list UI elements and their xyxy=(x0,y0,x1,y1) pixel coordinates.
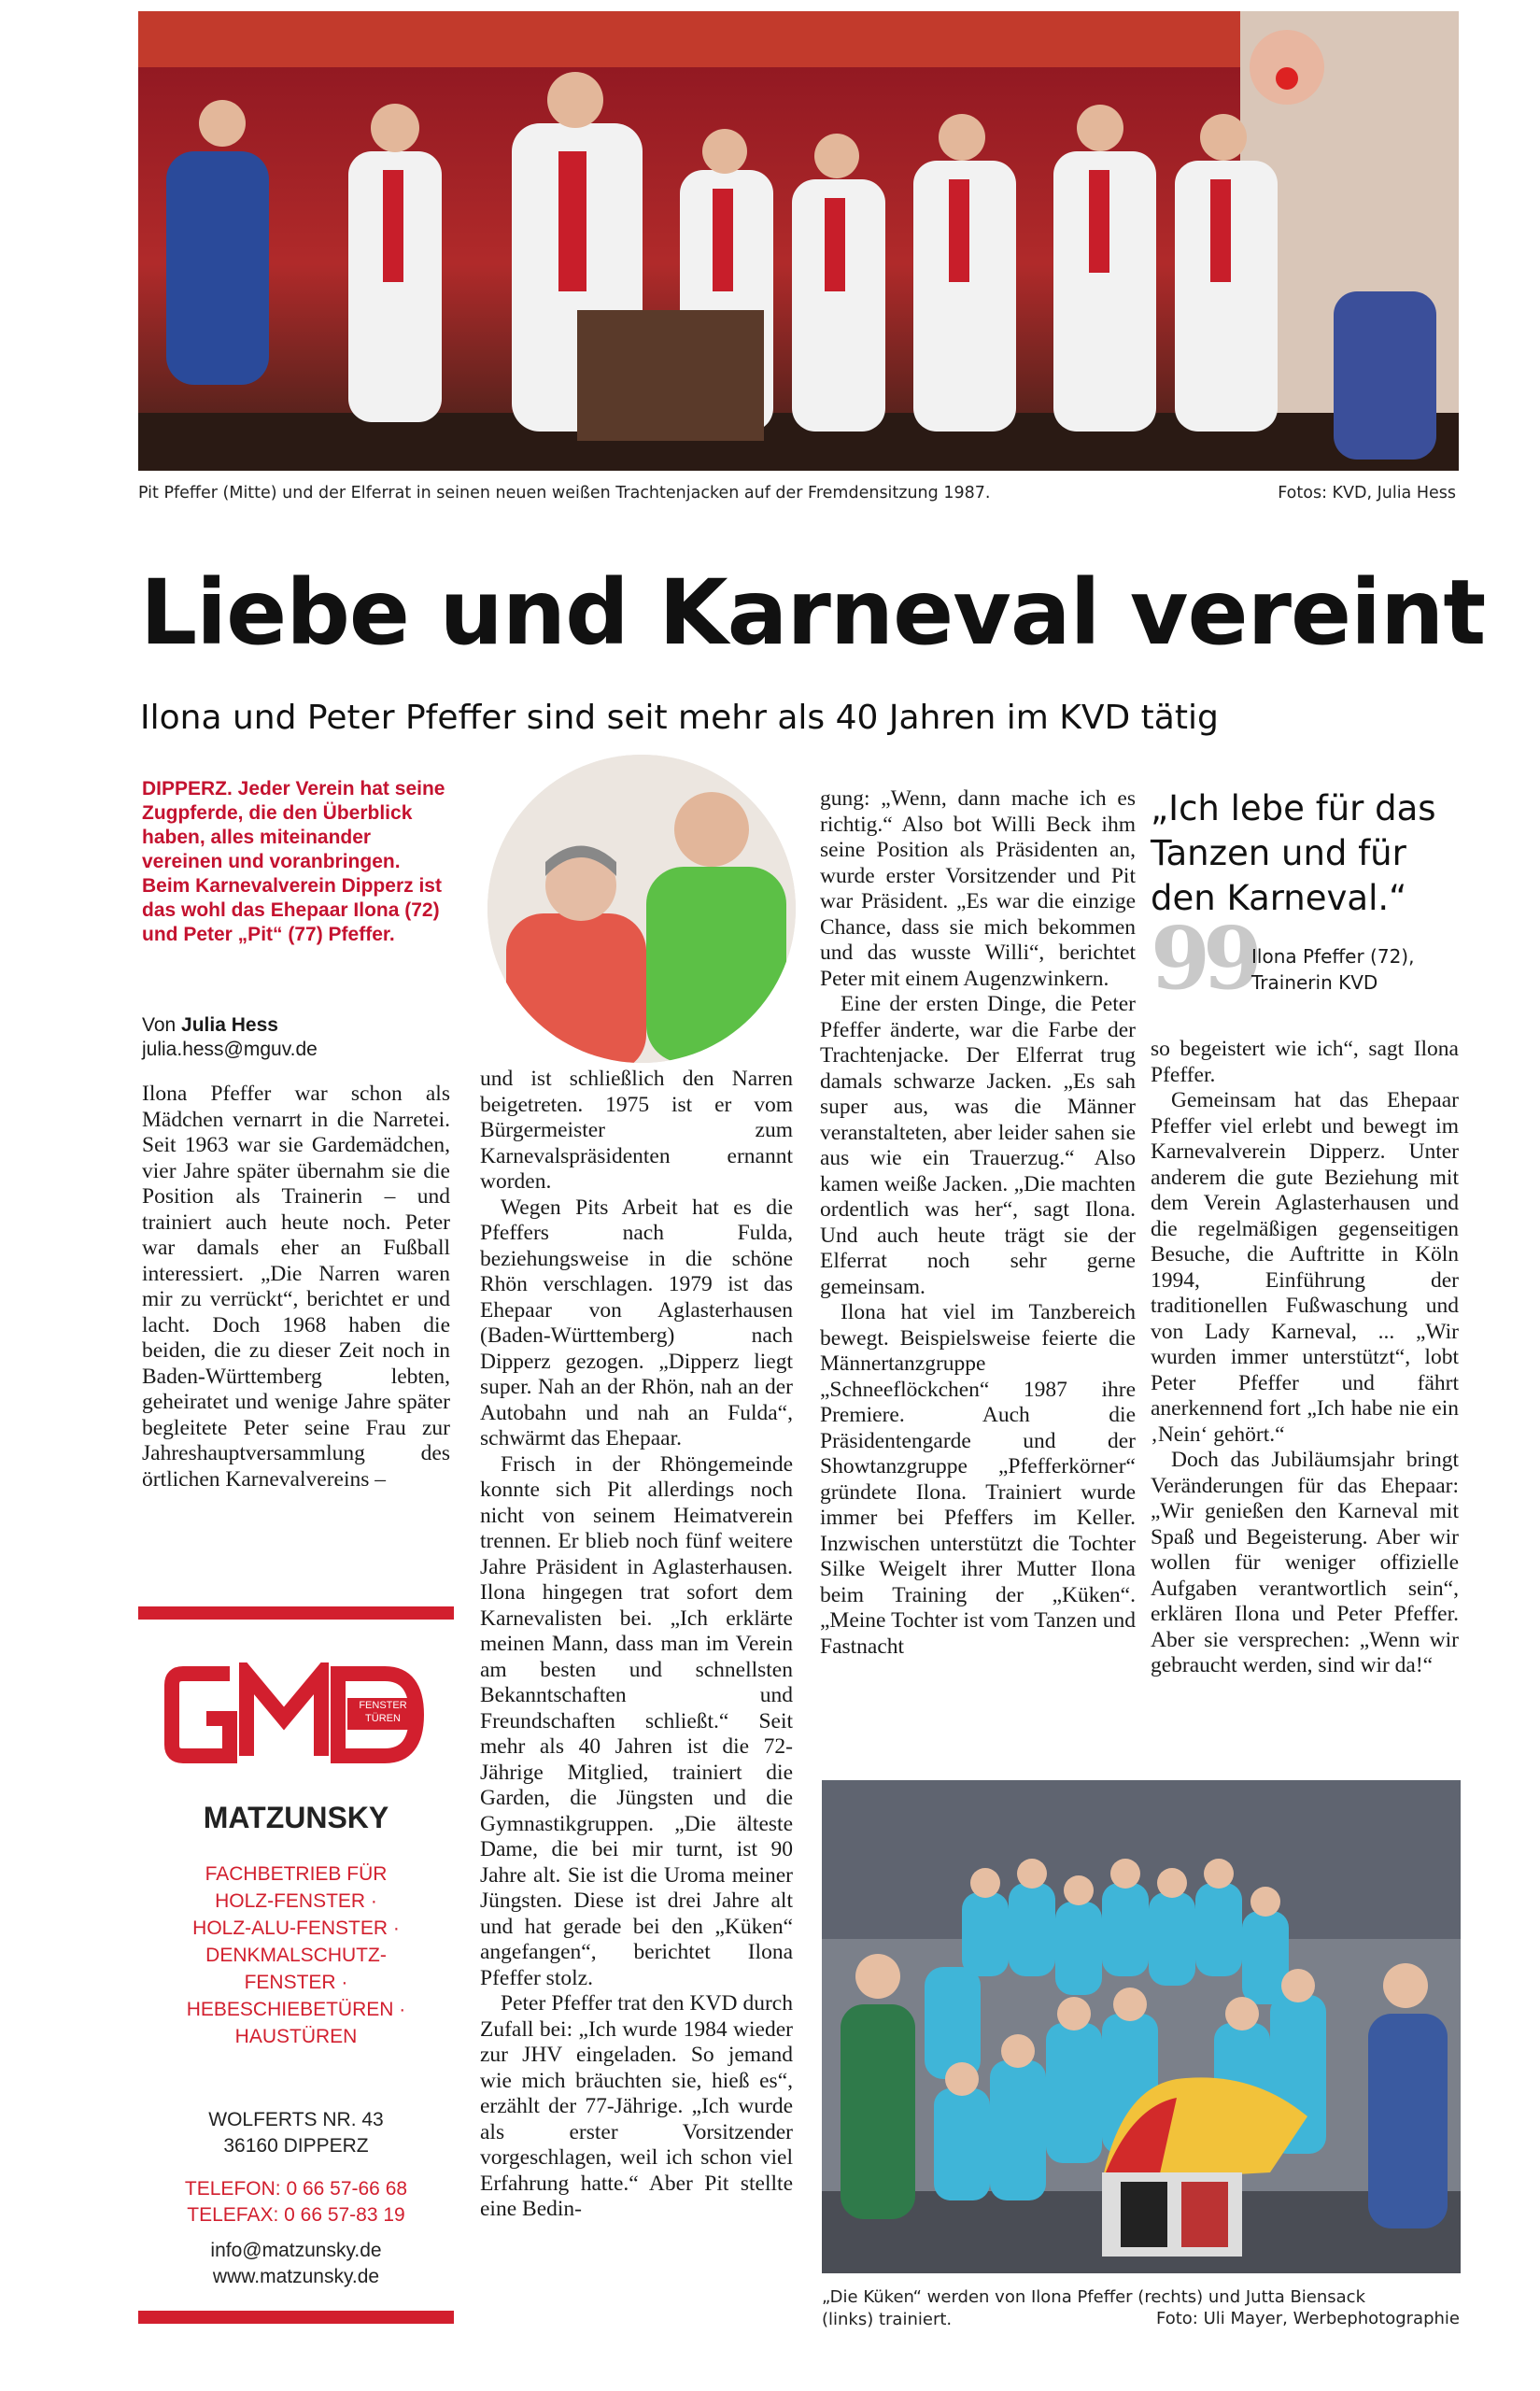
ad-service-line: FACHBETRIEB FÜR xyxy=(205,1863,388,1885)
column-2-paragraph: Wegen Pits Arbeit hat es die Pfeffers nach Fulda, beziehungsweise in die schöne Rhön verschlagen. 1979 ist das Ehepaar von Aglasterhausen (Baden-Württemberg) nach Dipperz gezogen. „Dipperz liegt super. Nah an der Rhön, nah an der Autobahn und nah an Fulda“, schwärmt das Ehepaar. xyxy=(480,1195,793,1450)
ad-address-line: 36160 DIPPERZ xyxy=(223,2135,369,2157)
logo-tag-tueren: TÜREN xyxy=(365,1713,401,1724)
ad-phone: TELEFON: 0 66 57-66 68 xyxy=(184,2178,408,2200)
ad-service-line: HEBESCHIEBETÜREN · xyxy=(186,1999,406,2020)
column-4 xyxy=(1151,1037,1459,1679)
column-3-paragraph: Eine der ersten Dinge, die Peter Pfeffer änderte, war die Farbe der Trachtenjacke. Der Elferrat trug damals schwarze Jacken. „Es sah super aus, was die Männer veranstalteten, aber leider sahen sie aus wie ein Trauerzug.“ Also kamen weiße Jacken. „Die machten ordentlich was her“, sagt Ilona. Und auch heute trägt sie der Elferrat noch sehr gerne gemeinsam. xyxy=(820,992,1136,1299)
ad-contact xyxy=(138,2176,454,2228)
column-4-paragraph: so begeistert wie ich“, sagt Ilona Pfeffer. xyxy=(1151,1037,1459,1087)
ad-service-line: HAUSTÜREN xyxy=(234,2026,358,2047)
ad-services xyxy=(138,1860,454,2050)
column-4-paragraph: Doch das Jubiläumsjahr bringt Veränderungen für das Ehepaar: „Wir genießen den Karneval mit Spaß und Begeisterung. Aber wir wollen für weniger offizielle Aufgaben verantwortlich sein“, erklären Ilona und Peter Pfeffer. Aber sie versprechen: „Wenn wir gebraucht werden, sind wir da!“ xyxy=(1151,1448,1459,1677)
ad-logo xyxy=(164,1662,430,1767)
column-3-paragraph: gung: „Wenn, dann mache ich es richtig.“ Also bot Willi Beck ihm seine Position als Präsidenten an, wurde erster Vorsitzender und Pit war Präsident. „Es war die einzige Chance, dass sie mich bekommen und das wusste Willi“, berichtet Peter mit einem Augenzwinkern. xyxy=(820,786,1136,991)
byline-author: Julia Hess xyxy=(181,1014,278,1036)
ad-bottom-rule xyxy=(138,2311,454,2324)
pull-quote-role: Trainerin KVD xyxy=(1251,971,1378,994)
ad-top-rule xyxy=(138,1606,454,1620)
ad-company: MATZUNSKY xyxy=(203,1801,389,1834)
top-photo xyxy=(138,11,1459,471)
subheadline: Ilona und Peter Pfeffer sind seit mehr als 40 Jahren im KVD tätig xyxy=(140,699,1219,737)
top-photo-image xyxy=(138,11,1459,471)
byline-prefix: Von xyxy=(142,1014,182,1036)
bottom-photo-caption-line: „Die Küken“ werden von Ilona Pfeffer (rechts) und Jutta Biensack xyxy=(822,2287,1366,2307)
ad-address xyxy=(138,2107,454,2159)
top-photo-caption: Pit Pfeffer (Mitte) und der Elferrat in seinen neuen weißen Trachtenjacken auf der Fremdensitzung 1987. xyxy=(138,484,991,502)
pull-quote-name: Ilona Pfeffer (72), xyxy=(1251,945,1415,968)
column-3 xyxy=(820,786,1136,1660)
ad-web xyxy=(138,2238,454,2290)
byline xyxy=(142,1013,450,1062)
column-1-paragraph: Ilona Pfeffer war schon als Mädchen vernarrt in die Narretei. Seit 1963 war sie Gardemädchen, vier Jahre später übernahm sie die Position als Trainerin – und trainiert auch heute noch. Peter war damals eher an Fußball interessiert. „Die Narren waren mir zu verrückt“, berichtet er und lacht. Doch 1968 haben die beiden, die zu dieser Zeit noch in Baden-Württemberg lebten, geheiratet und wenige Jahre später begleitete Peter seine Frau zur Jahreshauptversammlung des örtlichen Karnevalvereins – xyxy=(142,1082,450,1492)
quote-mark-icon: 99 xyxy=(1151,908,1256,1009)
bottom-photo xyxy=(822,1780,1461,2273)
ad-fax: TELEFAX: 0 66 57-83 19 xyxy=(187,2204,405,2226)
column-4-paragraph: Gemeinsam hat das Ehepaar Pfeffer viel erlebt und bewegt im Karnevalverein Dipperz. Unter anderem die gute Beziehung mit dem Verein Aglasterhausen und die regelmäßigen gegenseitigen Besuche, die Auftritte in Köln 1994, Einführung der traditionellen Fußwaschung und von Lady Karneval, ... „Wir wurden immer unterstützt“, lobt Peter Pfeffer und fährt anerkennend fort „Ich habe nie ein ‚Nein‘ gehört.“ xyxy=(1151,1088,1459,1447)
headline: Liebe und Karneval vereint xyxy=(140,560,1486,665)
lead-paragraph: DIPPERZ. Jeder Verein hat seine Zugpferde, die den Überblick haben, alles miteinander vereinen und voranbringen. Beim Karnevalverein Dipperz ist das wohl das Ehepaar Ilona (72) und Peter „Pit“ (77) Pfeffer. xyxy=(142,778,445,945)
ad-service-line: HOLZ-ALU-FENSTER · xyxy=(192,1917,400,1939)
ad-website[interactable]: www.matzunsky.de xyxy=(212,2266,380,2287)
top-photo-credit: Fotos: KVD, Julia Hess xyxy=(1278,484,1456,502)
pull-quote: „Ich lebe für das Tanzen und für den Karneval.“ xyxy=(1151,788,1436,918)
ad-service-line: DENKMALSCHUTZ- xyxy=(205,1945,387,1966)
bottom-photo-credit: Foto: Uli Mayer, Werbephotographie xyxy=(1155,2309,1460,2328)
ad-address-line: WOLFERTS NR. 43 xyxy=(208,2109,384,2130)
column-2-paragraph: und ist schließlich den Narren beigetreten. 1975 ist er vom Bürgermeister zum Karnevalspräsidenten ernannt worden. xyxy=(480,1067,793,1194)
column-2-paragraph: Peter Pfeffer trat den KVD durch Zufall bei: „Ich wurde 1984 wieder zur JHV eingeladen. So jemand wie mich bräuchten sie, hieß es“, erzählt der 77-Jährige. „Ich wurde als erster Vorsitzender vorgeschlagen, weil ich schon viel Erfahrung hatte.“ Aber Pit stellte eine Bedin- xyxy=(480,1991,793,2221)
byline-email[interactable]: julia.hess@mguv.de xyxy=(142,1039,318,1060)
bottom-photo-image xyxy=(822,1780,1461,2273)
ad-service-line: FENSTER · xyxy=(244,1972,348,1993)
column-1 xyxy=(142,1082,450,1493)
portrait-photo xyxy=(487,755,796,1063)
ad-email[interactable]: info@matzunsky.de xyxy=(210,2240,382,2261)
ad-service-line: HOLZ-FENSTER · xyxy=(215,1890,377,1912)
portrait-image xyxy=(487,755,796,1063)
column-3-paragraph: Ilona hat viel im Tanzbereich bewegt. Beispielsweise feierte die Männertanzgruppe „Schneeflöckchen“ 1987 ihre Premiere. Auch die Präsidentengarde und der Showtanzgruppe „Pfefferkörner“ gründete Ilona. Trainiert wurde immer bei Pfeffers im Keller. Inzwischen unterstützt die Tochter Silke Weigelt ihrer Mutter Ilona beim Training der „Küken“. „Meine Tochter ist vom Tanzen und Fastnacht xyxy=(820,1300,1136,1659)
bottom-photo-caption-line: (links) trainiert. xyxy=(822,2310,953,2329)
column-2 xyxy=(480,1067,793,2223)
logo-tag-fenster: FENSTER xyxy=(359,1700,407,1711)
column-2-paragraph: Frisch in der Rhöngemeinde konnte sich Pit allerdings noch nicht von seinem Heimatverein trennen. Er blieb noch fünf weitere Jahre Präsident in Aglasterhausen. Ilona hingegen trat sofort dem Karnevalisten bei. „Ich erklärte meinen Mann, dass man im Verein am besten und schnellsten Bekanntschaften und Freundschaften schließt.“ Seit mehr als 40 Jahren ist die 72-Jährige Mitglied, trainiert die Garden, die Jüngsten und die Gymnastikgruppen. „Die älteste Dame, die bei mir turnt, ist 90 Jahre alt. Sie ist die Uroma meiner Jüngsten. Diese ist drei Jahre alt und hat gerade bei den „Küken“ angefangen“, berichtet Ilona Pfeffer stolz. xyxy=(480,1451,793,1990)
